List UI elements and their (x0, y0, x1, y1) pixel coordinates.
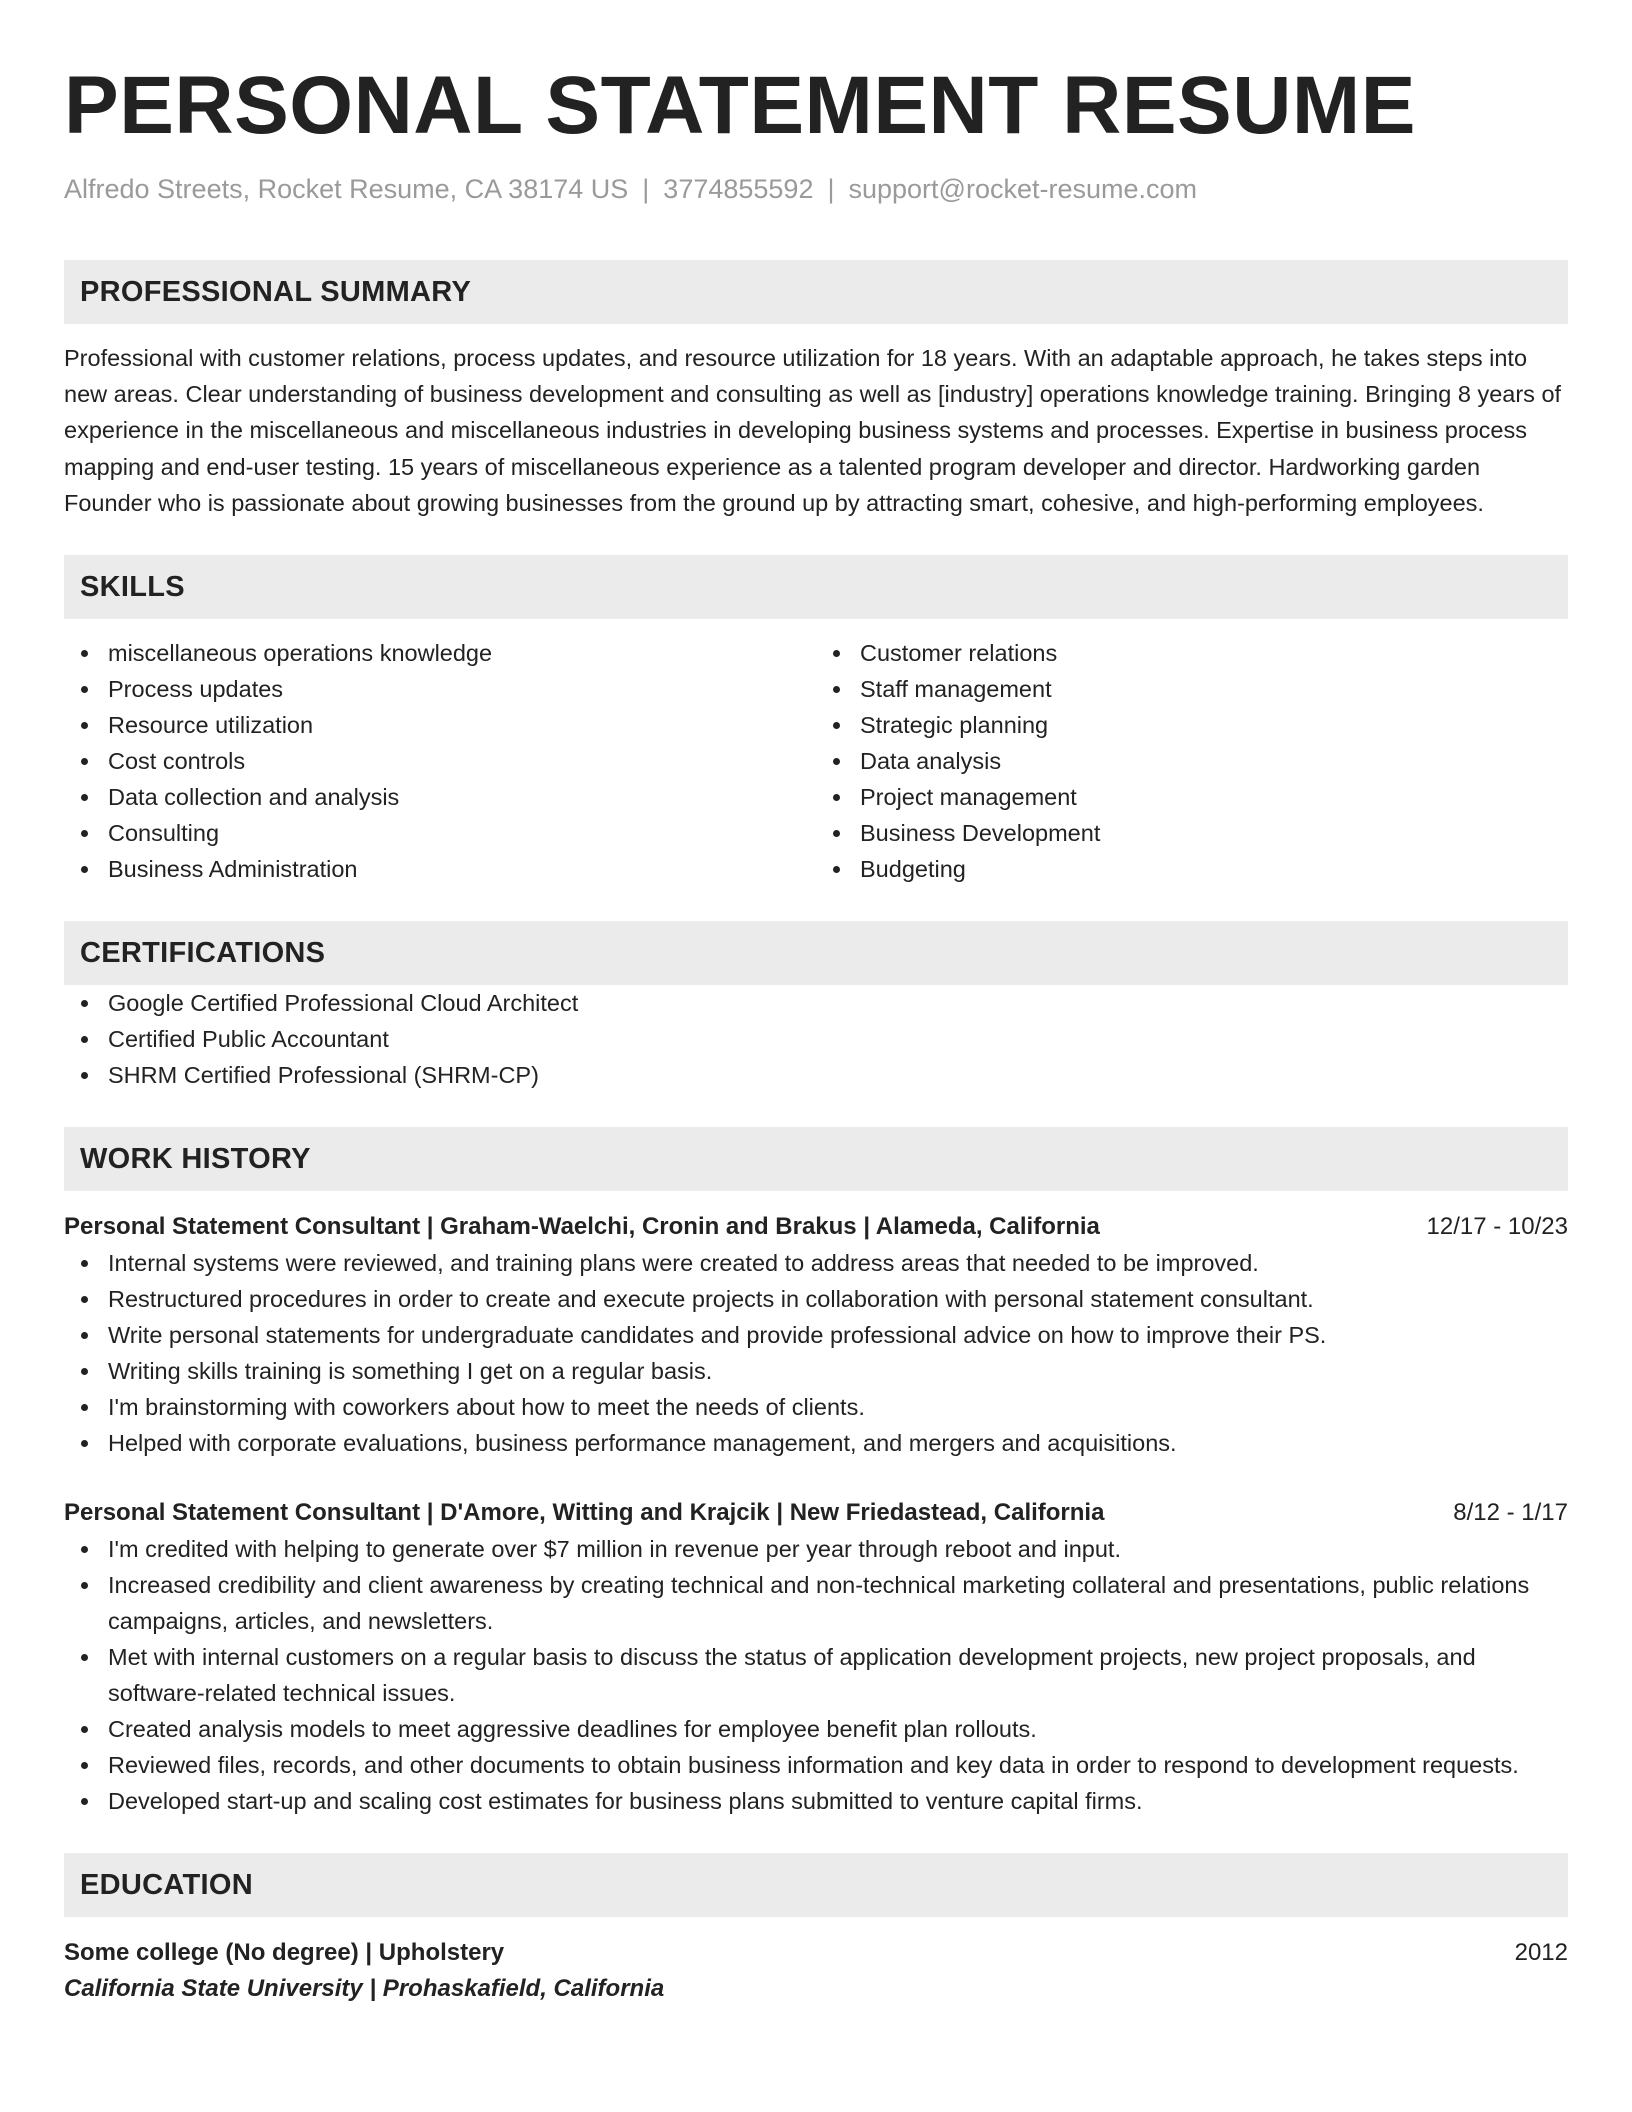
education-school: California State University | Prohaskafield, California (64, 1975, 665, 2003)
skill-item: miscellaneous operations knowledge (64, 635, 816, 671)
job-header (64, 1495, 1568, 1531)
job-bullet: Internal systems were reviewed, and training plans were created to address areas that needed to be improved. (64, 1245, 1568, 1281)
skill-item: Cost controls (64, 743, 816, 779)
job-header (64, 1209, 1568, 1245)
skill-item: Strategic planning (816, 707, 1568, 743)
contact-phone: 3774855592 (663, 174, 814, 204)
skills-grid (64, 635, 1568, 887)
education-year: 2012 (1514, 1939, 1568, 1967)
skill-item: Staff management (816, 671, 1568, 707)
skill-item: Process updates (64, 671, 816, 707)
skill-item: Data analysis (816, 743, 1568, 779)
job-bullet: Met with internal customers on a regular basis to discuss the status of application development projects, new project proposals, and software-related technical issues. (64, 1639, 1568, 1711)
summary-text: Professional with customer relations, process updates, and resource utilization for 18 years. With an adaptable approach, he takes steps into new areas. Clear understanding of business development and consulting as well as [industry] operations knowledge training. Bringing 8 years of experience in the miscellaneous and miscellaneous industries in developing business systems and processes. Expertise in business process mapping and end-user testing. 15 years of miscellaneous experience as a talented program developer and director. Hardworking garden Founder who is passionate about growing businesses from the ground up by attracting smart, cohesive, and high-performing employees. (64, 345, 1562, 516)
job-bullets (64, 1531, 1568, 1819)
contact-email: support@rocket-resume.com (848, 174, 1198, 204)
job-bullet: Helped with corporate evaluations, business performance management, and mergers and acquisitions. (64, 1425, 1568, 1461)
skill-item: Business Administration (64, 851, 816, 887)
job-title: Personal Statement Consultant | D'Amore, Witting and Krajcik | New Friedastead, California (64, 1499, 1105, 1527)
certification-item: Certified Public Accountant (64, 1021, 1568, 1057)
job-bullet: Reviewed files, records, and other documents to obtain business information and key data in order to respond to development requests. (64, 1747, 1568, 1783)
skill-item: Resource utilization (64, 707, 816, 743)
skill-item: Project management (816, 779, 1568, 815)
job-bullet: Created analysis models to meet aggressive deadlines for employee benefit plan rollouts. (64, 1711, 1568, 1747)
job-bullet: Increased credibility and client awareness by creating technical and non-technical marketing collateral and presentations, public relations campaigns, articles, and newsletters. (64, 1567, 1568, 1639)
certifications-list (64, 985, 1568, 1093)
skills-column-right (816, 635, 1568, 887)
job-dates: 8/12 - 1/17 (1453, 1499, 1568, 1527)
job-entry (64, 1495, 1568, 1819)
skill-item: Consulting (64, 815, 816, 851)
skill-item: Data collection and analysis (64, 779, 816, 815)
section-header-professional-summary: PROFESSIONAL SUMMARY (64, 260, 1568, 324)
job-bullet: I'm brainstorming with coworkers about how to meet the needs of clients. (64, 1389, 1568, 1425)
skill-item: Customer relations (816, 635, 1568, 671)
job-bullets (64, 1245, 1568, 1461)
job-dates: 12/17 - 10/23 (1426, 1213, 1568, 1241)
job-bullet: Restructured procedures in order to create and execute projects in collaboration with personal statement consultant. (64, 1281, 1568, 1317)
job-entry (64, 1209, 1568, 1461)
education-header (64, 1935, 1568, 1971)
job-bullet: Developed start-up and scaling cost estimates for business plans submitted to venture capital firms. (64, 1783, 1568, 1819)
job-bullet: I'm credited with helping to generate over $7 million in revenue per year through reboot and input. (64, 1531, 1568, 1567)
certification-item: SHRM Certified Professional (SHRM-CP) (64, 1057, 1568, 1093)
skill-item: Business Development (816, 815, 1568, 851)
contact-separator: | (827, 174, 835, 204)
job-bullet: Writing skills training is something I get on a regular basis. (64, 1353, 1568, 1389)
section-header-skills: SKILLS (64, 555, 1568, 619)
certification-item: Google Certified Professional Cloud Architect (64, 985, 1568, 1021)
contact-line (64, 170, 1568, 208)
resume-title: PERSONAL STATEMENT RESUME (64, 60, 1416, 151)
education-degree: Some college (No degree) | Upholstery (64, 1939, 505, 1967)
job-bullet: Write personal statements for undergraduate candidates and provide professional advice on how to improve their PS. (64, 1317, 1568, 1353)
contact-address: Alfredo Streets, Rocket Resume, CA 38174 US (64, 174, 629, 204)
section-header-education: EDUCATION (64, 1853, 1568, 1917)
skill-item: Budgeting (816, 851, 1568, 887)
skills-column-left (64, 635, 816, 887)
section-header-certifications: CERTIFICATIONS (64, 921, 1568, 985)
section-header-work-history: WORK HISTORY (64, 1127, 1568, 1191)
contact-separator: | (642, 174, 650, 204)
job-title: Personal Statement Consultant | Graham-Waelchi, Cronin and Brakus | Alameda, California (64, 1213, 1100, 1241)
